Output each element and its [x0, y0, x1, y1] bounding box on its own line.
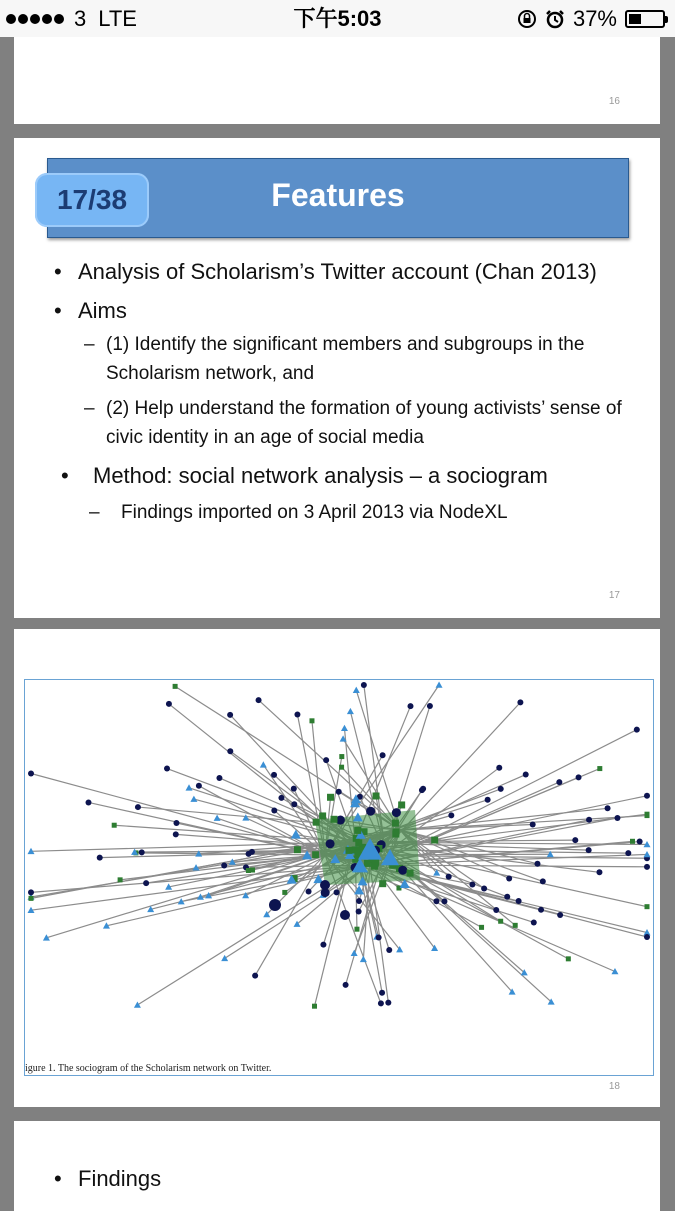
network-node-square	[392, 820, 399, 827]
network-edge	[370, 865, 615, 972]
network-node-circle	[334, 889, 340, 895]
network-node-circle	[97, 855, 103, 861]
network-node-square	[327, 794, 334, 801]
network-node-circle	[227, 712, 233, 718]
network-node-circle	[614, 815, 620, 821]
network-node-circle	[320, 942, 326, 948]
network-node-circle	[481, 885, 487, 891]
slide-19	[14, 1121, 660, 1211]
figure-caption: igure 1. The sociogram of the Scholarism network on Twitter.	[25, 1063, 271, 1074]
network-node-circle	[485, 797, 491, 803]
network-node-circle	[441, 898, 447, 904]
slide-counter-badge: 17/38	[35, 173, 149, 227]
network-node-circle	[356, 898, 362, 904]
network-node-circle	[386, 947, 392, 953]
slide-title: Features	[48, 177, 628, 214]
network-node-circle	[625, 850, 631, 856]
network-node-square	[597, 766, 602, 771]
network-node-circle	[531, 919, 537, 925]
network-node-square	[513, 923, 518, 928]
network-node-square	[393, 828, 400, 835]
network-node-circle	[469, 881, 475, 887]
network-node-circle	[143, 880, 149, 886]
network-node-square	[312, 1004, 317, 1009]
network-node-circle	[572, 837, 578, 843]
network-node-circle	[291, 801, 297, 807]
network-node-triangle	[134, 1001, 141, 1007]
battery-percentage: 37%	[573, 0, 617, 37]
network-node-circle	[278, 795, 284, 801]
network-node-circle	[448, 812, 454, 818]
network-node-triangle	[260, 761, 267, 767]
battery-icon	[625, 10, 665, 28]
network-node-circle	[28, 889, 34, 895]
network-node-square	[294, 846, 301, 853]
network-node-triangle	[291, 830, 301, 839]
network-node-circle	[586, 817, 592, 823]
network-node-circle	[504, 894, 510, 900]
network-node-circle	[164, 766, 170, 772]
bullet-analysis: • Analysis of Scholarism’s Twitter account (Chan 2013)	[54, 256, 634, 287]
network-node-circle	[433, 898, 439, 904]
network-node-circle	[343, 982, 349, 988]
network-node-circle	[506, 875, 512, 881]
network-node-square	[339, 765, 344, 770]
network-node-circle	[135, 804, 141, 810]
network-node-triangle	[341, 725, 348, 731]
network-node-circle	[28, 771, 34, 777]
network-node-square	[313, 819, 320, 826]
network-node-circle	[291, 786, 297, 792]
network-node-square	[339, 754, 344, 759]
network-node-circle	[216, 775, 222, 781]
network-node-square	[645, 813, 650, 818]
network-node-circle	[634, 727, 640, 733]
network-node-circle	[586, 847, 592, 853]
network-node-circle	[271, 772, 277, 778]
network-node-circle	[326, 839, 335, 848]
network-node-square	[118, 877, 123, 882]
network-node-triangle	[611, 968, 618, 974]
network-node-circle	[644, 793, 650, 799]
network-node-circle	[523, 772, 529, 778]
slide-number: 16	[609, 96, 620, 107]
network-node-square	[250, 868, 255, 873]
network-node-square	[29, 896, 34, 901]
status-bar	[0, 0, 675, 37]
network-node-circle	[379, 990, 385, 996]
bullet-method: • Method: social network analysis – a sociogram	[54, 460, 634, 491]
network-node-circle	[271, 807, 277, 813]
network-node-circle	[246, 851, 252, 857]
network-node-circle	[644, 864, 650, 870]
network-node-circle	[498, 786, 504, 792]
network-node-square	[173, 684, 178, 689]
network-node-circle	[420, 786, 426, 792]
sub-bullet-findings-imported: – Findings imported on 3 April 2013 via NodeXL	[54, 497, 634, 528]
sub-bullet-help-understand: – (2) Help understand the formation of young activists’ sense of civic identity in an age of social media	[54, 394, 634, 452]
network-node-circle	[534, 861, 540, 867]
network-node-circle	[556, 779, 562, 785]
network-node-circle	[576, 774, 582, 780]
bullet-aims: • Aims	[54, 295, 634, 326]
network-node-square	[645, 904, 650, 909]
network-node-square	[331, 816, 338, 823]
network-node-square	[282, 890, 287, 895]
network-node-square	[354, 827, 361, 834]
network-node-square	[345, 847, 352, 854]
hub-node-circle	[340, 910, 350, 920]
slide-content	[54, 256, 634, 528]
network-node-circle	[398, 866, 407, 875]
network-node-circle	[86, 799, 92, 805]
network-node-triangle	[221, 955, 228, 961]
network-node-circle	[376, 934, 382, 940]
network-node-circle	[644, 934, 650, 940]
bullet-findings: • Findings	[54, 1166, 161, 1192]
network-node-circle	[356, 909, 362, 915]
network-node-circle	[378, 1000, 384, 1006]
network-edge	[31, 865, 370, 910]
network-node-circle	[516, 898, 522, 904]
network-node-circle	[323, 757, 329, 763]
network-node-triangle	[351, 950, 358, 956]
network-node-square	[566, 956, 571, 961]
network-node-circle	[557, 912, 563, 918]
network-node-square	[498, 919, 503, 924]
slide-17	[14, 138, 660, 618]
rotation-lock-icon	[517, 9, 537, 29]
network-node-triangle	[353, 687, 360, 693]
network-node-circle	[380, 752, 386, 758]
clock: 下午5:03	[0, 0, 675, 37]
slide-18	[14, 629, 660, 1107]
network-node-square	[398, 801, 405, 808]
network-node-circle	[446, 874, 452, 880]
network-node-circle	[139, 849, 145, 855]
network-node-circle	[294, 711, 300, 717]
network-node-circle	[605, 805, 611, 811]
network-node-triangle	[436, 682, 443, 688]
network-node-circle	[196, 783, 202, 789]
network-node-circle	[530, 822, 536, 828]
network-node-circle	[596, 869, 602, 875]
network-node-circle	[496, 765, 502, 771]
network-node-circle	[427, 703, 433, 709]
network-node-square	[630, 839, 635, 844]
network-node-circle	[256, 697, 262, 703]
network-node-circle	[538, 907, 544, 913]
network-node-triangle	[190, 796, 197, 802]
network-node-circle	[221, 862, 227, 868]
network-node-triangle	[186, 784, 193, 790]
sociogram-figure	[24, 679, 654, 1076]
network-node-square	[312, 851, 319, 858]
network-node-circle	[306, 889, 312, 895]
network-node-square	[112, 823, 117, 828]
network-node-circle	[493, 907, 499, 913]
network-node-circle	[366, 807, 375, 816]
network-node-square	[379, 880, 386, 887]
network-node-square	[364, 860, 371, 867]
carrier-name: 3	[74, 0, 86, 37]
network-node-circle	[173, 820, 179, 826]
sociogram-network-graph	[25, 680, 653, 1075]
network-node-circle	[361, 682, 367, 688]
network-node-square	[373, 793, 380, 800]
network-node-circle	[252, 973, 258, 979]
network-node-square	[431, 837, 438, 844]
slide-number: 17	[609, 590, 620, 601]
sub-bullet-identify: – (1) Identify the significant members and subgroups in the Scholarism network, and	[54, 330, 634, 388]
network-node-triangle	[347, 708, 354, 714]
alarm-icon	[545, 9, 565, 29]
network-type: LTE	[98, 0, 137, 37]
network-node-circle	[392, 808, 401, 817]
network-node-circle	[336, 789, 342, 795]
network-node-triangle	[360, 956, 367, 962]
network-node-circle	[385, 1000, 391, 1006]
network-node-circle	[540, 878, 546, 884]
network-node-circle	[166, 701, 172, 707]
network-node-square	[479, 925, 484, 930]
network-node-circle	[517, 699, 523, 705]
slide-number: 18	[609, 1081, 620, 1092]
network-node-triangle	[242, 814, 249, 820]
network-edge	[400, 816, 647, 830]
hub-node-circle	[269, 899, 281, 911]
network-node-circle	[637, 839, 643, 845]
network-node-square	[319, 812, 326, 819]
network-node-square	[309, 718, 314, 723]
network-node-square	[354, 927, 359, 932]
network-node-circle	[173, 831, 179, 837]
network-node-square	[355, 839, 362, 846]
network-node-circle	[407, 703, 413, 709]
network-node-square	[407, 870, 414, 877]
network-node-circle	[227, 748, 233, 754]
slide-16	[14, 37, 660, 124]
hub-node-circle	[320, 880, 330, 890]
network-node-triangle	[214, 815, 221, 821]
